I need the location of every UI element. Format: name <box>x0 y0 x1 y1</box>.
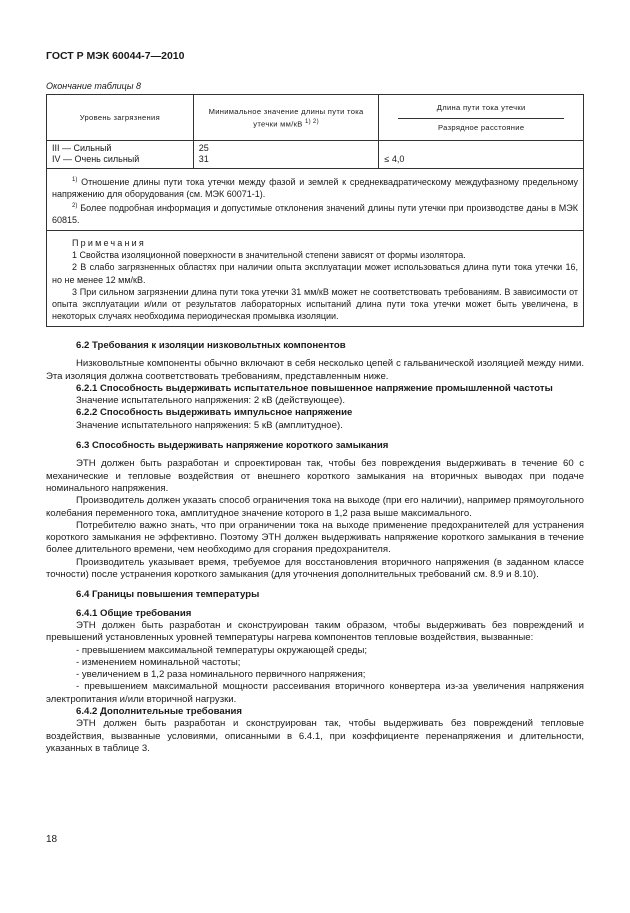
notes-heading: Примечания <box>72 238 146 248</box>
section-6-2-2-title: 6.2.2 Способность выдерживать импульсное напряжение <box>76 407 353 419</box>
section-6-4-title: 6.4 Границы повышения температуры <box>76 589 260 601</box>
table-cell-ratios: ≤ 4,0 <box>379 141 584 169</box>
section-6-2-title: 6.2 Требования к изоляции низковольтных компонентов <box>76 340 346 351</box>
note-2: 2 В слабо загрязненных областях при наличии опыта эксплуатации может использоваться длина пути тока утечки 16, но не менее 12 мм/кВ. <box>52 262 578 285</box>
footnote-1: $^{1)}$ Отношение длины пути тока утечки между фазой и землей к среднеквадратическому междуфазному предельному напряжению для оборудования (см. МЭК 60071-1). <box>52 177 578 199</box>
list-item: - изменением номинальной частоты; <box>76 656 241 668</box>
table-footnotes <box>47 169 584 231</box>
section-6-3-paragraph: Производитель должен указать способ ограничения тока на выходе (при его наличии), например прямоугольного колебания переменного тока, амплитудное значение которого в 1,2 раза выше максимального. <box>46 495 584 519</box>
section-6-3-paragraph: ЭТН должен быть разработан и спроектирован так, чтобы без повреждения выдерживать в течение 60 с механические и тепловые воздействия от внешнего короткого замыкания на вторичных выводах при подаче номинального напряжения. <box>46 458 584 494</box>
section-6-4-1-text: ЭТН должен быть разработан и сконструирован таким образом, чтобы выдерживать без повреждений и превышений установленных уровней температуры нагрева компонентов тепловые воздействия, вызванные: <box>46 619 584 644</box>
section-6-4-1-title: 6.4.1 Общие требования <box>76 607 192 619</box>
section-6-2-text: Низковольтные компоненты обычно включают в себя несколько цепей с гальванической изоляцией между ними. Эта изоляция должна соответствовать требованиям, представленным ниже. <box>46 358 584 382</box>
col-header-pollution-level: Уровень загрязнения <box>47 95 194 141</box>
section-6-4-2-title: 6.4.2 Дополнительные требования <box>76 706 242 718</box>
table-caption: Окончание таблицы 8 <box>46 81 141 91</box>
table-8 <box>46 94 584 327</box>
section-6-2-1-text: Значение испытательного напряжения: 2 кВ (действующее). <box>76 395 346 407</box>
main-content <box>46 340 584 755</box>
page-number: 18 <box>46 834 58 845</box>
col-header-leakage-ratio: Длина пути тока утечки Разрядное расстояние <box>379 95 584 141</box>
section-6-3-paragraph: Потребителю важно знать, что при ограничении тока на выходе применение предохранителей для устранения короткого замыкания не эффективно. Поэтому ЭТН должен выдерживать напряжение короткого замыкания в течение более длительного времени, чем необходимо для сгорания предохранителя. <box>46 519 584 556</box>
section-6-2-1-title: 6.2.1 Способность выдерживать испытательное повышенное напряжение промышленной частоты <box>76 382 553 394</box>
table-cell-min-lengths: 25 31 <box>193 141 379 169</box>
table-cell-levels: III — Сильный IV — Очень сильный <box>47 141 194 169</box>
col-header-min-length: Минимальное значение длины пути тока утечки мм/кВ $^{1) 2)}$ <box>193 95 379 141</box>
note-1: 1 Свойства изоляционной поверхности в значительной степени зависят от формы изолятора. <box>72 250 466 261</box>
section-6-3-title: 6.3 Способность выдерживать напряжение короткого замыкания <box>76 440 389 452</box>
section-6-3-paragraph: Производитель указывает время, требуемое для восстановления вторичного напряжения (в заданном классе точности) после устранения короткого замыкания (для уточнения дополнительных требований см. 8.9 и 8.10). <box>46 556 584 581</box>
footnote-2: $^{2)}$ Более подробная информация и допустимые отклонения значений длины пути утечки при производстве даны в МЭК 60815. <box>52 203 578 225</box>
document-header: ГОСТ Р МЭК 60044-7—2010 <box>46 50 185 62</box>
section-6-4-2-text: ЭТН должен быть разработан и сконструирован так, чтобы выдерживать без повреждений тепловые воздействия, вызванные условиями, описанными в 6.4.1, при коэффициенте перенапряжения и длительности, указанных в таблице 3. <box>46 718 584 754</box>
list-item: - превышением максимальной температуры окружающей среды; <box>76 644 368 656</box>
note-3: 3 При сильном загрязнении длина пути тока утечки 31 мм/кВ может не соответствовать требованиям. В зависимости от опыта эксплуатации и/или от результатов лабораторных испытаний длина пути тока утечки может быть увеличена, в некоторых случаях необходима периодическая промывка изоляции. <box>52 286 578 322</box>
section-6-2-2-text: Значение испытательного напряжения: 5 кВ (амплитудное). <box>76 419 343 431</box>
table-notes <box>47 231 584 327</box>
list-item: - увеличением в 1,2 раза номинального первичного напряжения; <box>76 669 366 681</box>
list-item: - превышением максимальной мощности рассеивания вторичного конвертера из-за увеличения напряжения электропитания и/или вторичной нагрузки. <box>46 681 584 705</box>
